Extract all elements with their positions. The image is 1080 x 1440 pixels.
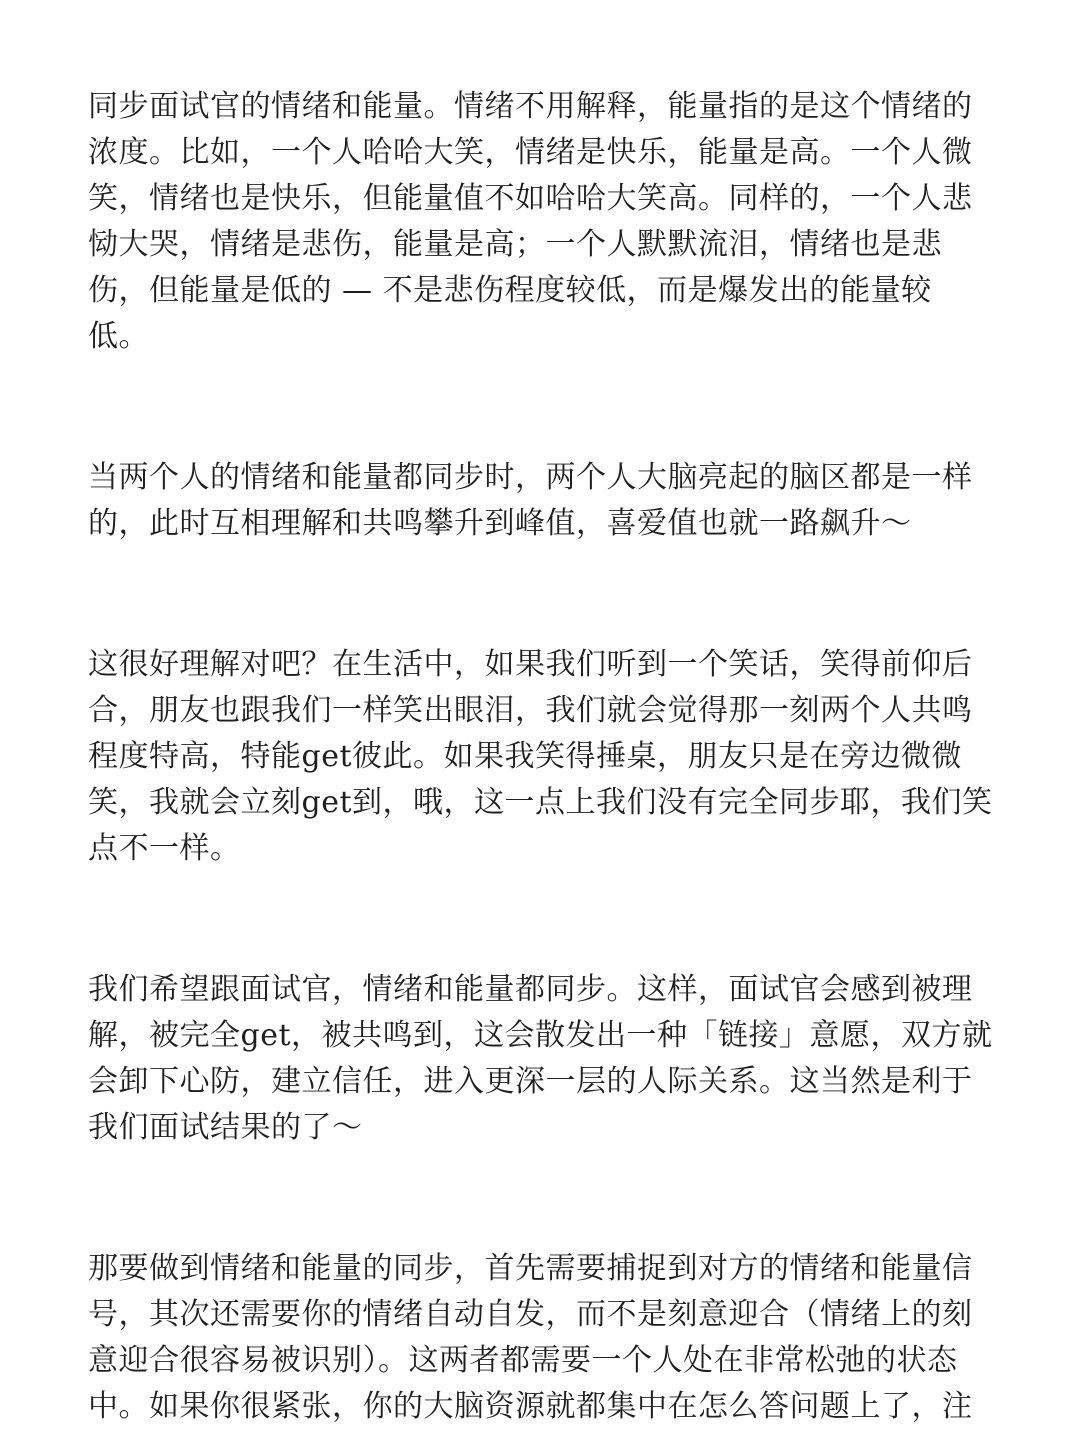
- paragraph-emotion-energy: [88, 84, 984, 360]
- paragraph-spacer: [88, 547, 984, 642]
- text-line: 同步面试官的情绪和能量。情绪不用解释，能量指的是这个情绪的: [88, 89, 973, 124]
- paragraph-sync: [88, 455, 984, 547]
- text-line: 号，其次还需要你的情绪自动自发，而不是刻意迎合（情绪上的刻: [88, 1297, 973, 1332]
- text-line: 合，朋友也跟我们一样笑出眼泪，我们就会觉得那一刻两个人共鸣: [88, 693, 973, 728]
- text-line: 低。: [88, 319, 149, 354]
- text-line: 浓度。比如，一个人哈哈大笑，情绪是快乐，能量是高。一个人微: [88, 135, 973, 170]
- paragraph-example: [88, 642, 993, 872]
- text-line: 笑，情绪也是快乐，但能量值不如哈哈大笑高。同样的，一个人悲: [88, 181, 973, 216]
- text-line: 当两个人的情绪和能量都同步时，两个人大脑亮起的脑区都是一样: [88, 460, 973, 495]
- paragraph-spacer: [88, 872, 984, 967]
- paragraph-how-to: [88, 1246, 984, 1430]
- paragraph-spacer: [88, 1151, 984, 1246]
- text-line: 伤，但能量是低的 — 不是悲伤程度较低，而是爆发出的能量较: [88, 273, 932, 308]
- paragraph-interviewer: [88, 967, 993, 1151]
- text-line: 意迎合很容易被识别）。这两者都需要一个人处在非常松弛的状态: [88, 1343, 958, 1378]
- text-line: 程度特高，特能get彼此。如果我笑得捶桌，朋友只是在旁边微微: [88, 739, 963, 774]
- text-line: 解，被完全get，被共鸣到，这会散发出一种「链接」意愿，双方就: [88, 1018, 993, 1053]
- text-line: 这很好理解对吧？在生活中，如果我们听到一个笑话，笑得前仰后: [88, 647, 973, 682]
- text-line: 的，此时互相理解和共鸣攀升到峰值，喜爱值也就一路飙升～: [88, 506, 912, 541]
- text-line: 我们面试结果的了～: [88, 1110, 363, 1145]
- text-line: 笑，我就会立刻get到，哦，这一点上我们没有完全同步耶，我们笑: [88, 785, 993, 820]
- text-line: 那要做到情绪和能量的同步，首先需要捕捉到对方的情绪和能量信: [88, 1251, 973, 1286]
- text-line: 点不一样。: [88, 831, 241, 866]
- text-line: 中。如果你很紧张，你的大脑资源就都集中在怎么答问题上了，注: [88, 1389, 973, 1424]
- text-line: 我们希望跟面试官，情绪和能量都同步。这样，面试官会感到被理: [88, 972, 973, 1007]
- text-line: 会卸下心防，建立信任，进入更深一层的人际关系。这当然是利于: [88, 1064, 973, 1099]
- paragraph-spacer: [88, 360, 984, 455]
- text-line: 恸大哭，情绪是悲伤，能量是高；一个人默默流泪，情绪也是悲: [88, 227, 942, 262]
